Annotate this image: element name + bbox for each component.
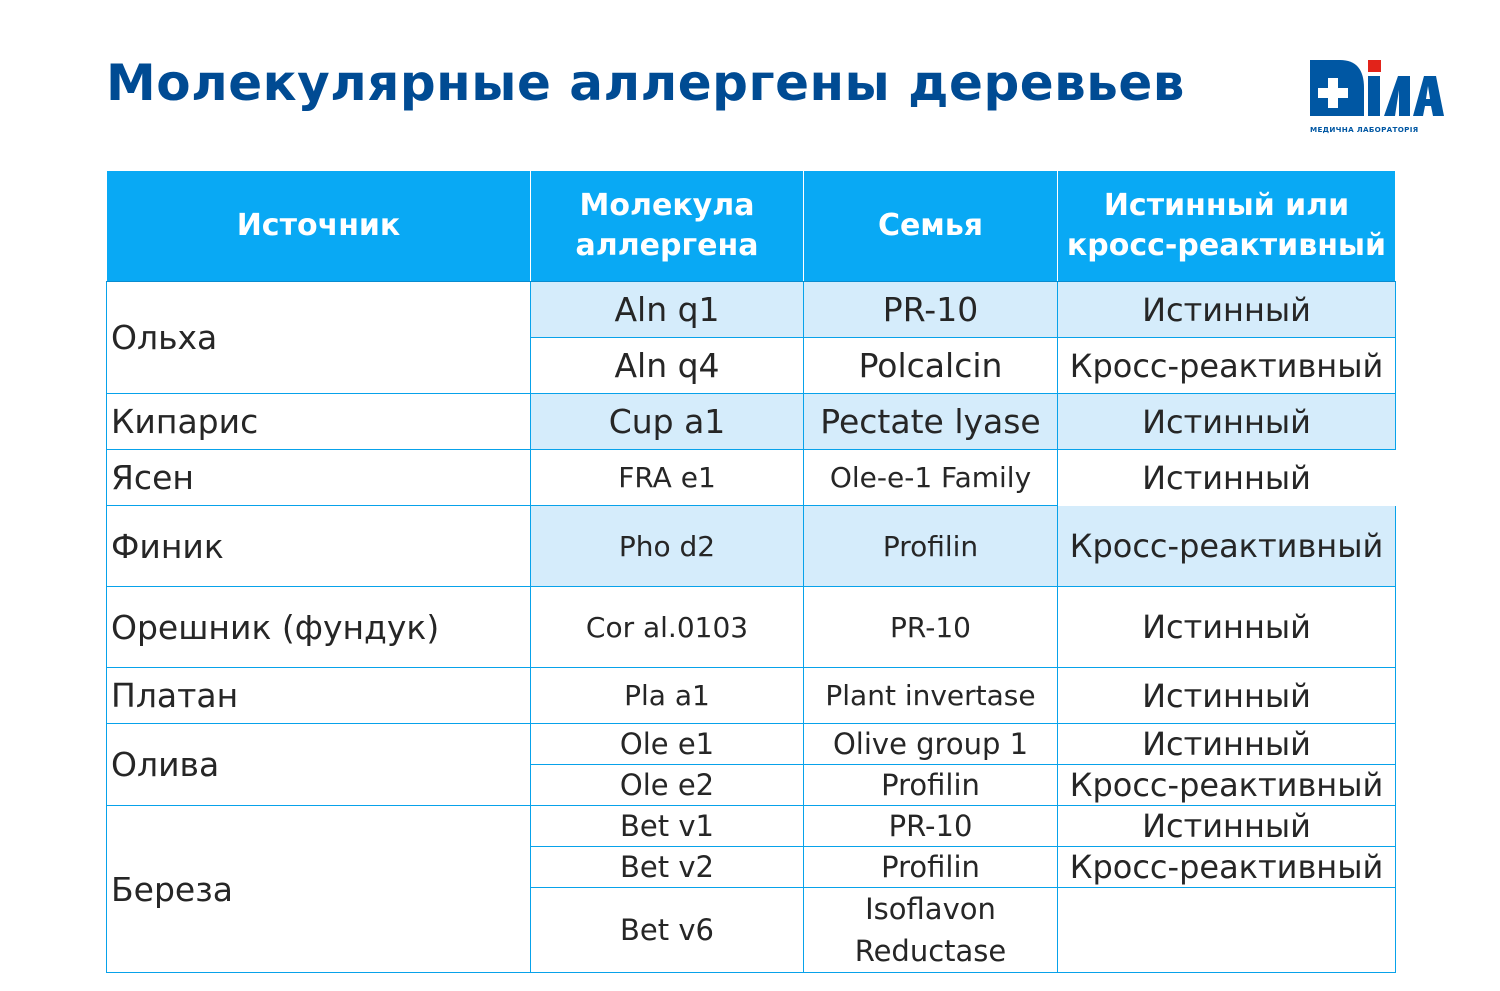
allergen-table: [106, 170, 1396, 973]
header-type: [1058, 171, 1396, 282]
family-cell: [804, 888, 1058, 973]
family-cell: PR-10: [804, 806, 1058, 847]
type-cell: Истинный: [1058, 724, 1396, 765]
family-cell: Profilin: [804, 765, 1058, 806]
dila-logo-wordmark: [1310, 60, 1444, 116]
table-row: [107, 724, 1396, 765]
type-cell: Кросс-реактивный: [1058, 338, 1396, 394]
family-cell: Polcalcin: [804, 338, 1058, 394]
dila-logo: [1306, 58, 1446, 134]
type-cell: Истинный: [1058, 668, 1396, 724]
table-row: [107, 450, 1396, 506]
source-cell: Платан: [107, 668, 531, 724]
table-row: [107, 668, 1396, 724]
page-title: Молекулярные аллергены деревьев: [106, 54, 1185, 112]
table-row: [107, 506, 1396, 587]
header-molecule-line2: аллергена: [575, 228, 759, 263]
family-line2: Reductase: [854, 934, 1007, 968]
header-molecule: [531, 171, 804, 282]
table-row: [107, 394, 1396, 450]
family-line1: Isoflavon: [865, 892, 996, 926]
type-cell: [1058, 888, 1396, 973]
type-cell: Истинный: [1058, 282, 1396, 338]
type-cell: Истинный: [1058, 394, 1396, 450]
molecule-cell: Bet v2: [531, 847, 804, 888]
family-cell: Olive group 1: [804, 724, 1058, 765]
family-cell: Profilin: [804, 506, 1058, 587]
molecule-cell: FRA e1: [531, 450, 804, 506]
molecule-cell: Ole e1: [531, 724, 804, 765]
source-cell: Финик: [107, 506, 531, 587]
source-cell: Ольха: [107, 282, 531, 394]
molecule-cell: Bet v1: [531, 806, 804, 847]
type-cell: Кросс-реактивный: [1058, 765, 1396, 806]
table-row: [107, 587, 1396, 668]
molecule-cell: Cor al.0103: [531, 587, 804, 668]
type-cell: Кросс-реактивный: [1058, 847, 1396, 888]
header-type-line1: Истинный или: [1103, 188, 1350, 223]
source-cell: Ясен: [107, 450, 531, 506]
family-cell: PR-10: [804, 587, 1058, 668]
type-cell: Кросс-реактивный: [1058, 506, 1396, 587]
molecule-cell: Ole e2: [531, 765, 804, 806]
table-row: [107, 282, 1396, 338]
header-type-line2: кросс-реактивный: [1066, 228, 1387, 263]
header-family: Семья: [804, 171, 1058, 282]
family-cell: Profilin: [804, 847, 1058, 888]
header-source: Источник: [107, 171, 531, 282]
type-cell: Истинный: [1058, 450, 1396, 506]
molecule-cell: Pho d2: [531, 506, 804, 587]
table-row: [107, 806, 1396, 847]
type-cell: Истинный: [1058, 587, 1396, 668]
molecule-cell: Pla a1: [531, 668, 804, 724]
family-cell: Ole-e-1 Family: [804, 450, 1058, 506]
table-header-row: [107, 171, 1396, 282]
source-cell: Олива: [107, 724, 531, 806]
type-cell: Истинный: [1058, 806, 1396, 847]
source-cell: Кипарис: [107, 394, 531, 450]
family-cell: PR-10: [804, 282, 1058, 338]
source-cell: Береза: [107, 806, 531, 973]
source-cell: Орешник (фундук): [107, 587, 531, 668]
header-molecule-line1: Молекула: [579, 188, 755, 223]
molecule-cell: Aln q4: [531, 338, 804, 394]
molecule-cell: Aln q1: [531, 282, 804, 338]
molecule-cell: Bet v6: [531, 888, 804, 973]
family-cell: Plant invertase: [804, 668, 1058, 724]
family-cell: Pectate lyase: [804, 394, 1058, 450]
logo-tagline: МЕДИЧНА ЛАБОРАТОРІЯ: [1310, 125, 1419, 134]
molecule-cell: Cup a1: [531, 394, 804, 450]
